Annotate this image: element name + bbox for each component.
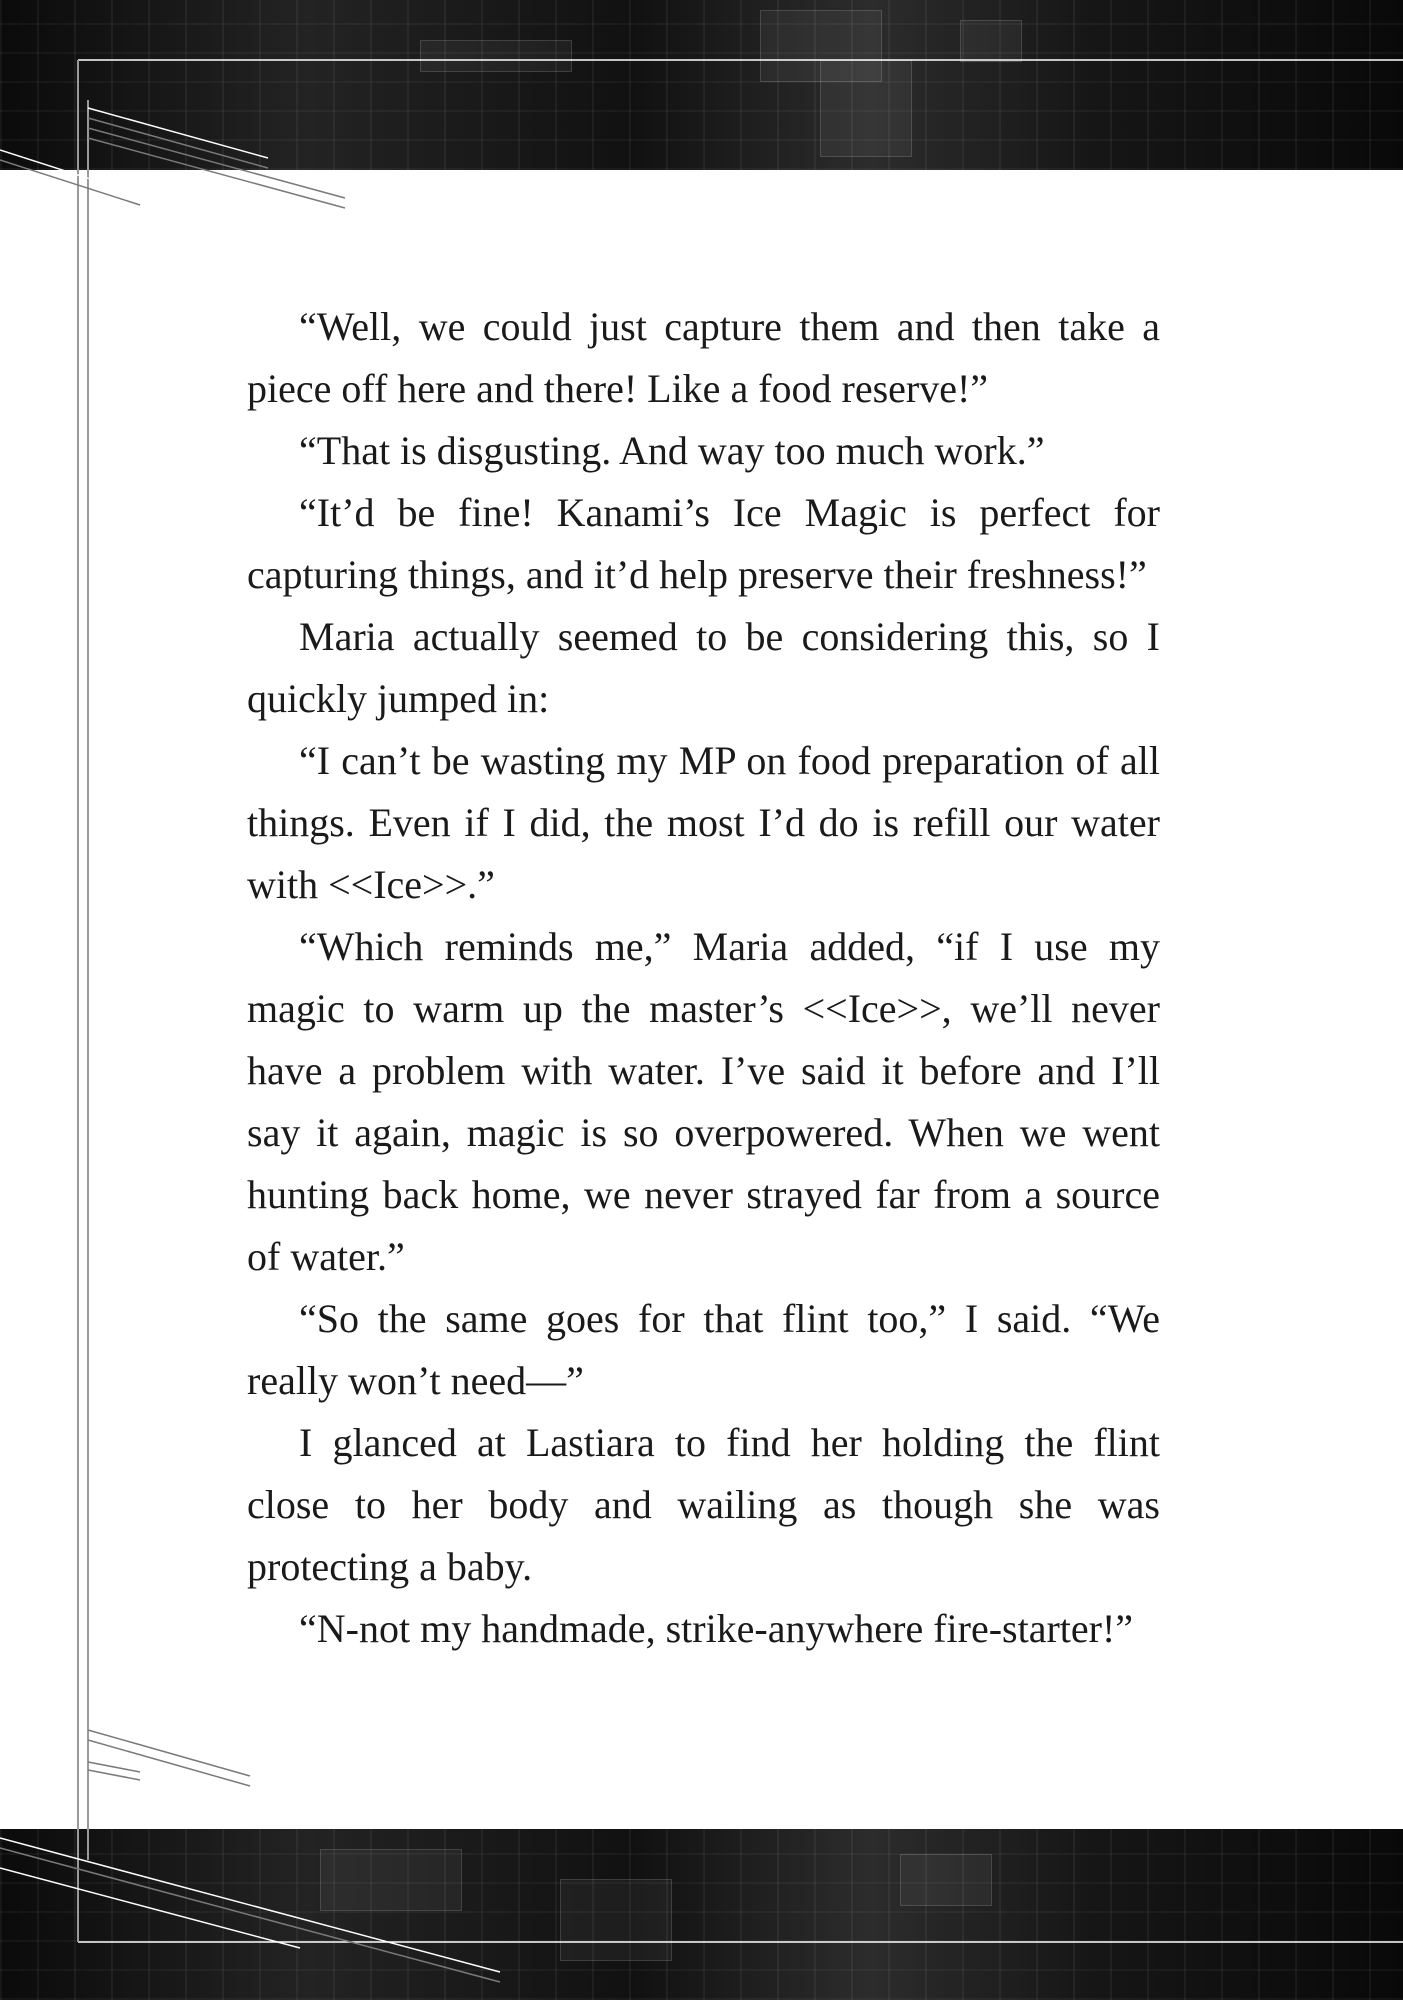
band-glow-panel <box>560 1879 672 1961</box>
band-glow-panel <box>820 60 912 157</box>
paragraph: I glanced at Lastiara to find her holding the flint close to her body and wailing as though she was protecting a baby. <box>247 1420 1160 1589</box>
band-glow-panel <box>960 20 1022 62</box>
paragraph: “Well, we could just capture them and then take a piece off here and there! Like a food reserve!” <box>247 304 1160 411</box>
paragraph: “N-not my handmade, strike-anywhere fire-starter!” <box>299 1606 1134 1651</box>
paragraph: “That is disgusting. And way too much work.” <box>299 428 1045 473</box>
book-page-text <box>247 296 1160 1660</box>
paragraph: “So the same goes for that flint too,” I said. “We really won’t need—” <box>247 1296 1160 1403</box>
band-glow-panel <box>900 1854 992 1906</box>
paragraph: Maria actually seemed to be considering this, so I quickly jumped in: <box>247 614 1160 721</box>
paragraph: “I can’t be wasting my MP on food preparation of all things. Even if I did, the most I’d do is refill our water with <<Ice>>.” <box>247 738 1160 907</box>
bottom-decorative-band <box>0 1829 1403 2000</box>
paragraph: “Which reminds me,” Maria added, “if I use my magic to warm up the master’s <<Ice>>, we’ll never have a problem with water. I’ve said it before and I’ll say it again, magic is so overpowered. When we went hunting back home, we never strayed far from a source of water.” <box>247 924 1160 1279</box>
band-glow-panel <box>320 1849 462 1911</box>
top-decorative-band <box>0 0 1403 170</box>
band-glow-panel <box>420 40 572 72</box>
paragraph: “It’d be fine! Kanami’s Ice Magic is perfect for capturing things, and it’d help preserve their freshness!” <box>247 490 1160 597</box>
